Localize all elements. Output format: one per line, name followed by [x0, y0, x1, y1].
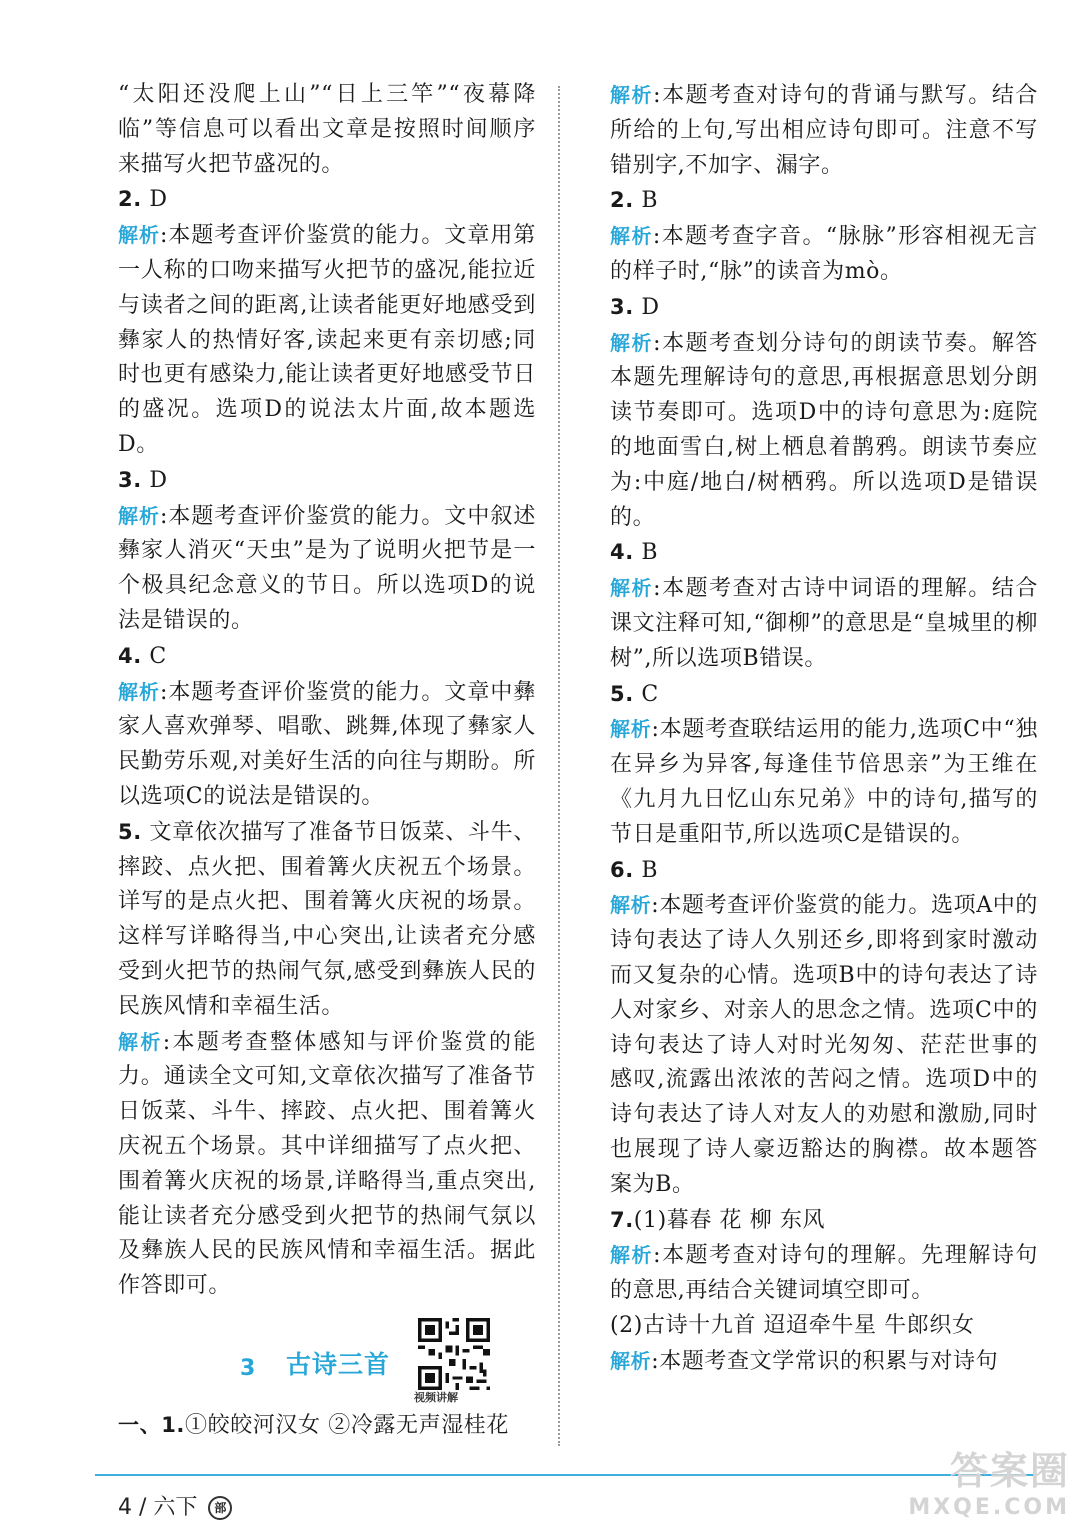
qr-caption: 视频讲解	[414, 1390, 458, 1404]
answer-text: C	[641, 681, 659, 707]
question-number: 3.	[610, 294, 634, 319]
analysis-label: 解析	[118, 223, 160, 248]
answer-line	[610, 677, 1038, 713]
analysis-text: :本题考查评价鉴赏的能力。文章用第一人称的口吻来描写火把节的盛况,能拉近与读者之间的距离,让读者能更好地感受到彝家人的热情好客,读起来更有亲切感;同时也更有感染力,能让读者更好地感受节日的盛况。选项D的说法太片面,故本题选D。	[118, 223, 536, 457]
question-number: 5.	[610, 681, 634, 706]
page-number: 4	[118, 1495, 132, 1520]
analysis	[610, 888, 1038, 1202]
analysis-label: 解析	[610, 576, 654, 601]
analysis-label: 解析	[118, 503, 160, 528]
answer-line	[118, 815, 536, 1025]
answer-line	[610, 290, 1038, 326]
edition-badge-icon: 部	[208, 1496, 232, 1520]
watermark-logo-text: 答案圈	[949, 1449, 1070, 1493]
answer-line	[118, 639, 536, 675]
analysis	[610, 1344, 1038, 1380]
right-column	[610, 78, 1038, 1379]
analysis	[610, 712, 1038, 852]
analysis-label: 解析	[610, 717, 652, 742]
answer-text: B	[641, 188, 659, 214]
analysis	[118, 1025, 536, 1304]
analysis	[610, 219, 1038, 290]
question-number: 7.	[610, 1207, 634, 1232]
question-number: 6.	[610, 857, 634, 882]
analysis-text: :本题考查评价鉴赏的能力。文章中彝家人喜欢弹琴、唱歌、跳舞,体现了彝家人民勤劳乐观,对美好生活的向往与期盼。所以选项C的说法是错误的。	[118, 679, 536, 809]
analysis-text: :本题考查整体感知与评价鉴赏的能力。通读全文可知,文章依次描写了准备节日饭菜、斗牛、摔跤、点火把、围着篝火庆祝五个场景。其中详细描写了点火把、围着篝火庆祝的场景,详略得当,重点突出,能让读者充分感受到火把节的热闹气氛以及彝族人民的民族风情和幸福生活。据此作答即可。	[118, 1029, 537, 1299]
analysis-text: :本题考查对诗句的背诵与默写。结合所给的上句,写出相应诗句即可。注意不写错别字,不加字、漏字。	[610, 83, 1038, 178]
analysis-text: :本题考查评价鉴赏的能力。文中叙述彝家人消灭“天虫”是为了说明火把节是一个极具纪念意义的节日。所以选项D的说法是错误的。	[118, 503, 536, 633]
analysis-text: :本题考查联结运用的能力,选项C中“独在异乡为异客,每逢佳节倍思亲”为王维在《九月九日忆山东兄弟》中的诗句,描写的节日是重阳节,所以选项C是错误的。	[610, 717, 1039, 847]
answer-text: (2)古诗十九首 迢迢牵牛星 牛郎织女	[610, 1312, 975, 1338]
column-divider	[558, 86, 560, 1446]
analysis-text: :本题考查划分诗句的朗读节奏。解答本题先理解诗句的意思,再根据意思划分朗读节奏即可。选项D中的诗句意思为:庭院的地面雪白,树上栖息着鹊鸦。朗读节奏应为:中庭/地白/树栖鸦。所以选项D是错误的。	[610, 330, 1038, 530]
answer-line	[118, 1408, 536, 1444]
answer-line	[610, 1203, 1038, 1239]
analysis	[118, 218, 536, 463]
section-title: 古诗三首	[286, 1349, 391, 1379]
answer-line	[118, 463, 536, 499]
analysis	[118, 499, 536, 639]
paragraph: “太阳还没爬上山”“日上三竿”“夜幕降临”等信息可以看出文章是按照时间顺序来描写火把节盛况的。	[118, 82, 536, 177]
answer-text: C	[149, 643, 167, 669]
analysis-label: 解析	[610, 1348, 652, 1373]
answer-line	[118, 182, 536, 218]
section-number: 3	[240, 1355, 256, 1381]
answer-text: D	[149, 187, 168, 213]
analysis-text: :本题考查评价鉴赏的能力。选项A中的诗句表达了诗人久别还乡,即将到家时激动而又复杂的心情。选项B中的诗句表达了诗人对家乡、对亲人的思念之情。选项C中的诗句表达了诗人对时光匆匆、茫茫世事的感叹,流露出浓浓的苦闷之情。选项D中的诗句表达了诗人对友人的劝慰和激励,同时也展现了诗人豪迈豁达的胸襟。故本题答案为B。	[610, 893, 1038, 1197]
left-column	[118, 78, 536, 1444]
question-number: 2.	[610, 188, 634, 213]
answer-text: (1)暮春 花 柳 东风	[633, 1207, 826, 1233]
question-number: 一、1.	[118, 1412, 185, 1437]
answer-text: D	[641, 294, 660, 320]
question-number: 2.	[118, 187, 142, 212]
answer-line	[610, 1309, 1038, 1344]
section-header	[118, 1312, 536, 1408]
analysis-text: :本题考查对古诗中词语的理解。结合课文注释可知,“御柳”的意思是“皇城里的柳树”,所以选项B错误。	[610, 576, 1038, 671]
footer-separator: /	[139, 1495, 147, 1520]
analysis-label: 解析	[610, 1243, 654, 1268]
analysis	[118, 675, 536, 815]
analysis	[610, 326, 1038, 536]
answer-text: B	[641, 857, 659, 883]
analysis-label: 解析	[610, 224, 653, 249]
answer-line	[610, 183, 1038, 219]
analysis-label: 解析	[610, 893, 652, 918]
watermark-url: MXQE.COM	[908, 1495, 1070, 1520]
analysis-label: 解析	[118, 1029, 163, 1054]
analysis-text: :本题考查字音。“脉脉”形容相视无言的样子时,“脉”的读音为mò。	[610, 224, 1038, 284]
grade-label: 六下	[153, 1495, 198, 1520]
analysis-text: :本题考查文学常识的积累与对诗句	[651, 1348, 999, 1374]
analysis-label: 解析	[610, 330, 654, 355]
question-number: 3.	[118, 467, 142, 492]
question-number: 4.	[610, 540, 634, 565]
analysis-label: 解析	[118, 679, 160, 704]
watermark	[880, 1448, 1070, 1532]
analysis	[610, 1238, 1038, 1309]
answer-text: D	[149, 467, 168, 493]
question-number: 5.	[118, 819, 142, 844]
answer-line	[610, 853, 1038, 889]
answer-text: ①皎皎河汉女 ②冷露无声湿桂花	[185, 1412, 509, 1438]
question-number: 4.	[118, 643, 142, 668]
analysis-label: 解析	[610, 83, 654, 107]
page-footer	[118, 1490, 232, 1521]
answer-text: B	[641, 540, 659, 566]
analysis	[610, 78, 1038, 183]
answer-text: 文章依次描写了准备节日饭菜、斗牛、摔跤、点火把、围着篝火庆祝五个场景。详写的是点火把、围着篝火庆祝的场景。这样写详略得当,中心突出,让读者充分感受到火把节的热闹气氛,感受到彝族人民的民族风情和幸福生活。	[118, 819, 537, 1019]
analysis-text: :本题考查对诗句的理解。先理解诗句的意思,再结合关键词填空即可。	[610, 1243, 1038, 1304]
analysis	[610, 571, 1038, 676]
qr-code-icon[interactable]	[418, 1318, 490, 1390]
answer-line	[610, 535, 1038, 571]
